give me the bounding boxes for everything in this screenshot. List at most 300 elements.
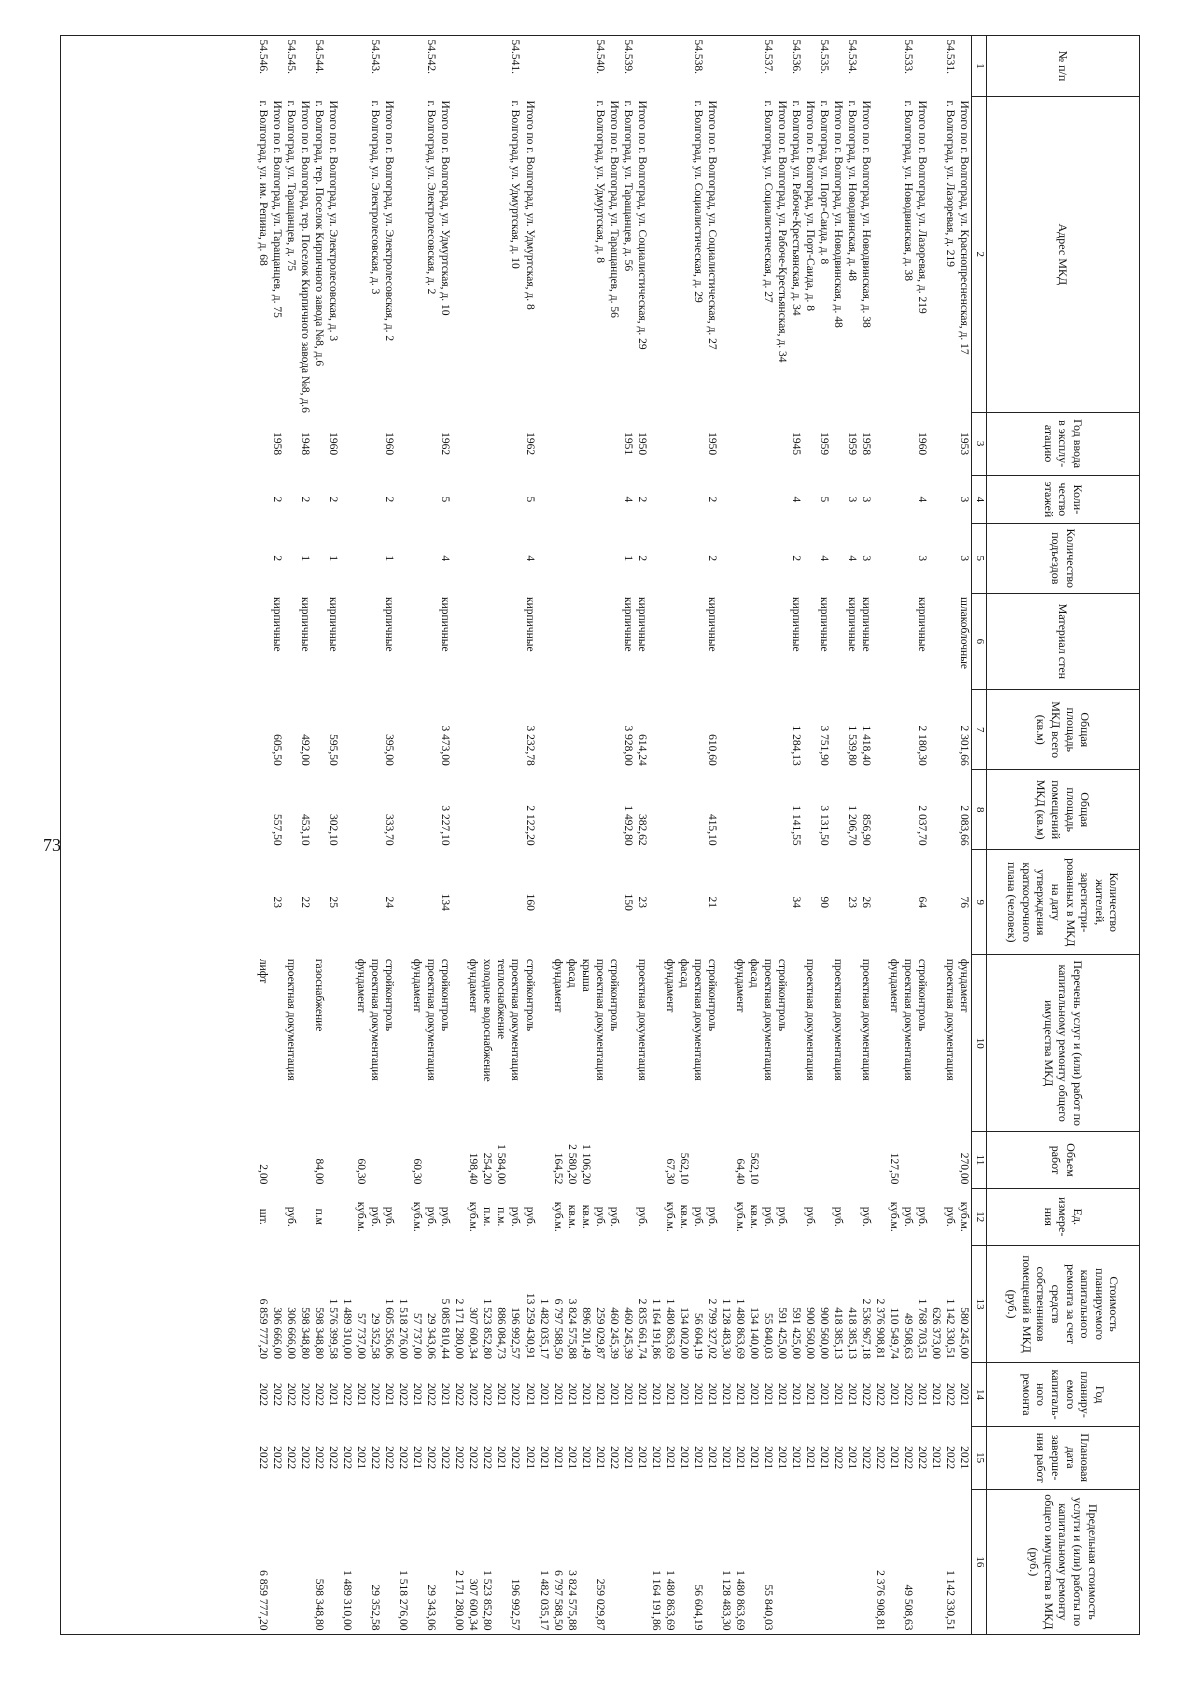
cell-col-11: [873, 1132, 887, 1189]
cell-col-12: руб.: [439, 1206, 452, 1227]
cell-col-5: 1: [383, 555, 396, 562]
cell-col-8: 1 141,55: [789, 805, 802, 846]
cell-col-4: 4: [789, 496, 802, 503]
cell-col-2: г. Волгоград, ул. Таращанцев, д. 75: [285, 100, 298, 272]
cell-col-13: 196 992,57: [509, 1307, 522, 1359]
cell-col-15: 2021: [579, 1446, 592, 1470]
cell-col-1: [859, 36, 873, 97]
cell-col-3: [901, 412, 915, 475]
cell-col-6: [340, 593, 354, 690]
cell-col-13: 1 523 852,80: [481, 1298, 494, 1359]
cell-col-4: [663, 475, 677, 523]
cell-col-9: 26: [859, 896, 872, 908]
table-row: [579, 36, 593, 1635]
cell-col-6: [873, 593, 887, 690]
cell-col-7: [340, 690, 354, 770]
cell-col-4: [551, 475, 565, 523]
cell-col-13: 580 245,00: [958, 1307, 970, 1359]
cell-col-2: [396, 97, 410, 413]
cell-col-14: 2021: [817, 1383, 830, 1407]
cell-col-16: [621, 1489, 635, 1634]
cell-col-3: 1958: [859, 432, 872, 456]
cell-col-15: 2021: [621, 1446, 634, 1470]
cell-col-6: кирпичные: [271, 597, 284, 652]
cell-col-12: [649, 1188, 663, 1245]
cell-col-10: фундамент: [551, 958, 564, 1013]
cell-col-13: 460 245,39: [621, 1307, 634, 1359]
table-row: [480, 36, 494, 1635]
cell-col-11: 562,10: [677, 1152, 690, 1185]
cell-col-7: 395,00: [383, 734, 396, 766]
cell-col-10: [270, 955, 284, 1132]
cell-col-1: [607, 36, 621, 97]
cell-col-4: [803, 475, 817, 523]
cell-col-8: [480, 770, 494, 850]
cell-col-7: [410, 690, 424, 770]
cell-col-3: [887, 412, 901, 475]
cell-col-16: [270, 1489, 284, 1634]
cell-col-13: 1 605 356,06: [383, 1298, 396, 1359]
cell-col-2: [649, 97, 663, 413]
cell-col-14: 2021: [537, 1383, 550, 1407]
cell-col-11: [438, 1132, 452, 1189]
cell-col-15: 2022: [831, 1446, 844, 1470]
cell-col-13: 2 799 327,02: [705, 1298, 718, 1359]
cell-col-1: 54.536.: [789, 39, 802, 74]
cell-col-13: 1 489 310,00: [341, 1298, 354, 1359]
cell-col-12: руб.: [705, 1206, 718, 1227]
cell-col-9: [551, 850, 565, 955]
cell-col-2: [929, 97, 943, 413]
cell-col-16: [831, 1489, 845, 1634]
cell-col-2: [719, 97, 733, 413]
cell-col-8: [466, 770, 480, 850]
cell-col-12: п.м.: [481, 1207, 494, 1227]
cell-col-5: [803, 524, 817, 593]
cell-col-6: [466, 593, 480, 690]
cell-col-16: [410, 1489, 424, 1634]
table-row: [803, 36, 817, 1635]
cell-col-10: фасад: [747, 958, 760, 988]
cell-col-13: 6 797 588,50: [551, 1298, 564, 1359]
cell-col-13: 1 480 863,69: [663, 1298, 676, 1359]
cell-col-11: 84,00: [313, 1158, 326, 1185]
cell-col-1: [452, 36, 466, 97]
cell-col-3: [929, 412, 943, 475]
cell-col-5: [593, 524, 607, 593]
table-row: [368, 36, 382, 1635]
cell-col-3: [719, 412, 733, 475]
cell-col-6: [747, 593, 761, 690]
cell-col-16: 6 797 588,50: [551, 1570, 564, 1631]
cell-col-8: [649, 770, 663, 850]
cell-col-7: [452, 690, 466, 770]
cell-col-15: 2021: [817, 1446, 830, 1470]
cell-col-7: [607, 690, 621, 770]
cell-col-12: п.м.: [495, 1207, 508, 1227]
cell-col-16: 1 128 483,30: [719, 1570, 732, 1631]
cell-col-4: 3: [958, 496, 970, 503]
cell-col-3: 1950: [705, 432, 718, 456]
cell-col-6: кирпичные: [439, 597, 452, 652]
cell-col-6: [761, 593, 775, 690]
cell-col-14: 2022: [453, 1383, 466, 1407]
cell-col-1: [831, 36, 845, 97]
cell-col-7: 3 473,00: [439, 725, 452, 766]
cell-col-6: [943, 593, 957, 690]
cell-col-9: [719, 850, 733, 955]
cell-col-3: [691, 412, 705, 475]
cell-col-3: [551, 412, 565, 475]
table-row: [523, 36, 537, 1635]
cell-col-13: 1 576 399,58: [327, 1298, 340, 1359]
cell-col-5: [565, 524, 579, 593]
cell-col-1: [551, 36, 565, 97]
cell-col-6: [424, 593, 438, 690]
cell-col-15: 2021: [747, 1446, 760, 1470]
cell-col-7: [677, 690, 691, 770]
cell-col-15: 2022: [509, 1446, 522, 1470]
cell-col-8: [775, 770, 789, 850]
cell-col-15: 2021: [411, 1446, 424, 1470]
cell-col-11: [803, 1132, 817, 1189]
cell-col-12: куб.м.: [355, 1201, 368, 1232]
cell-col-9: [410, 850, 424, 955]
cell-col-7: [803, 690, 817, 770]
cell-col-9: [494, 850, 508, 955]
cell-col-7: [368, 690, 382, 770]
cell-col-16: [635, 1489, 649, 1634]
cell-col-13: 418 385,13: [845, 1307, 858, 1359]
cell-col-8: [831, 770, 845, 850]
cell-col-15: 2022: [397, 1446, 410, 1470]
cell-col-4: [424, 475, 438, 523]
cell-col-11: 164,52: [551, 1152, 564, 1185]
cell-col-10: проектная документация: [509, 958, 522, 1081]
cell-col-6: кирпичные: [845, 597, 858, 652]
cell-col-2: Итого по г. Волгоград, ул. Рабоче-Крестьянская, д. 34: [775, 100, 788, 363]
column-number-15: 15: [972, 1426, 987, 1489]
cell-col-13: 2 376 908,81: [873, 1298, 886, 1359]
cell-col-9: [340, 850, 354, 955]
cell-col-13: 29 352,58: [369, 1312, 382, 1359]
cell-col-14: 2021: [579, 1383, 592, 1407]
cell-col-12: руб.: [523, 1206, 536, 1227]
cell-col-2: Итого по г. Волгоград, ул. Таращанцев, д. 56: [607, 100, 620, 318]
cell-col-3: [368, 412, 382, 475]
column-header-16: Предельная стоимость услуги и (или) работы по капитальному ремонту общего имущества в МКД (руб.): [987, 1489, 1140, 1634]
cell-col-13: 1 128 483,30: [719, 1298, 732, 1359]
cell-col-6: [551, 593, 565, 690]
cell-col-9: [354, 850, 368, 955]
cell-col-5: [312, 524, 326, 593]
cell-col-14: 2021: [677, 1383, 690, 1407]
cell-col-10: проектная документация: [369, 958, 382, 1081]
cell-col-15: 2022: [439, 1446, 452, 1470]
cell-col-12: руб.: [509, 1206, 522, 1227]
cell-col-14: 2021: [327, 1383, 340, 1407]
table-row: [593, 36, 607, 1635]
cell-col-16: 55 840,03: [761, 1584, 774, 1631]
cell-col-2: [733, 97, 747, 413]
cell-col-8: 453,10: [299, 814, 312, 846]
cell-col-6: [649, 593, 663, 690]
cell-col-2: Итого по г. Волгоград, ул. Удмуртская, д. 10: [439, 100, 452, 316]
cell-col-2: [354, 97, 368, 413]
table-row: [607, 36, 621, 1635]
cell-col-2: Итого по г. Волгоград, ул. Социалистическая, д. 29: [635, 100, 648, 350]
cell-col-1: [957, 36, 972, 97]
cell-col-6: [410, 593, 424, 690]
cell-col-5: 4: [523, 555, 536, 562]
column-header-9: Количество жителей, зарегистри-рованных в МКД на дату утверждения краткосрочного плана (человек): [987, 850, 1140, 955]
cell-col-7: [887, 690, 901, 770]
cell-col-8: [551, 770, 565, 850]
cell-col-15: 2021: [761, 1446, 774, 1470]
cell-col-4: 4: [915, 496, 928, 503]
cell-col-13: 460 245,39: [607, 1307, 620, 1359]
cell-col-14: 2021: [789, 1383, 802, 1407]
cell-col-12: куб.м.: [411, 1201, 424, 1232]
cell-col-14: 2021: [775, 1383, 788, 1407]
cell-col-12: руб.: [425, 1206, 438, 1227]
cell-col-10: [452, 955, 466, 1132]
cell-col-10: [719, 955, 733, 1132]
cell-col-3: [873, 412, 887, 475]
cell-col-2: г. Волгоград, ул. Новодвинская, д. 38: [901, 100, 914, 281]
cell-col-2: [579, 97, 593, 413]
cell-col-15: 2022: [453, 1446, 466, 1470]
cell-col-12: [326, 1188, 340, 1245]
cell-col-7: [466, 690, 480, 770]
cell-col-5: [901, 524, 915, 593]
cell-col-7: [831, 690, 845, 770]
cell-col-7: 2 301,66: [958, 725, 970, 766]
table-row: [733, 36, 747, 1635]
cell-col-3: [593, 412, 607, 475]
cell-col-6: кирпичные: [789, 597, 802, 652]
cell-col-14: 2022: [901, 1383, 914, 1407]
cell-col-6: [494, 593, 508, 690]
column-header-3: Год ввода в эксплу-атацию: [987, 412, 1140, 475]
column-header-10: Перечень услуг и (или) работ по капитальному ремонту общего имущества МКД: [987, 955, 1140, 1132]
cell-col-14: 2022: [481, 1383, 494, 1407]
cell-col-4: [719, 475, 733, 523]
cell-col-6: [312, 593, 326, 690]
cell-col-5: 2: [789, 555, 802, 562]
table-row: [382, 36, 396, 1635]
table-row: [537, 36, 551, 1635]
cell-col-8: [284, 770, 298, 850]
cell-col-16: 1 164 191,86: [649, 1570, 662, 1631]
table-row: [298, 36, 312, 1635]
cell-col-2: [663, 97, 677, 413]
cell-col-13: 3 824 575,88: [565, 1298, 578, 1359]
cell-col-16: 1 489 310,00: [341, 1570, 354, 1631]
cell-col-10: [789, 955, 803, 1132]
cell-col-11: [817, 1132, 831, 1189]
cell-col-5: [410, 524, 424, 593]
table-row: [775, 36, 789, 1635]
cell-col-4: 3: [859, 496, 872, 503]
cell-col-4: [480, 475, 494, 523]
cell-col-2: г. Волгоград, ул. Новодвинская, д. 48: [845, 100, 858, 281]
table-row: [312, 36, 326, 1635]
cell-col-7: [747, 690, 761, 770]
cell-col-12: руб.: [635, 1206, 648, 1227]
cell-col-12: руб.: [593, 1206, 606, 1227]
column-number-7: 7: [972, 690, 987, 770]
cell-col-3: 1959: [845, 432, 858, 456]
cell-col-1: [733, 36, 747, 97]
cell-col-4: 2: [299, 496, 312, 503]
cell-col-2: [480, 97, 494, 413]
cell-col-11: [705, 1132, 719, 1189]
cell-col-14: 2021: [705, 1383, 718, 1407]
cell-col-4: [747, 475, 761, 523]
cell-col-2: г. Волгоград, ул. Порт-Саида, д. 8: [817, 100, 830, 265]
cell-col-9: [256, 850, 270, 955]
cell-col-10: проектная документация: [831, 958, 844, 1081]
cell-col-1: [298, 36, 312, 97]
cell-col-14: 2021: [691, 1383, 704, 1407]
cell-col-6: [565, 593, 579, 690]
table-row: [424, 36, 438, 1635]
cell-col-14: 2021: [649, 1383, 662, 1407]
cell-col-5: 2: [705, 555, 718, 562]
cell-col-14: 2021: [663, 1383, 676, 1407]
cell-col-12: руб.: [915, 1206, 928, 1227]
cell-col-8: [424, 770, 438, 850]
column-number-13: 13: [972, 1245, 987, 1363]
cell-col-2: г. Волгоград, ул. Рабоче-Крестьянская, д. 34: [789, 100, 802, 316]
cell-col-6: [508, 593, 522, 690]
cell-col-7: [256, 690, 270, 770]
cell-col-14: 2021: [887, 1383, 900, 1407]
cell-col-1: 54.544.: [313, 39, 326, 74]
table-row: [551, 36, 565, 1635]
cell-col-7: [733, 690, 747, 770]
cell-col-16: [817, 1489, 831, 1634]
cell-col-7: [424, 690, 438, 770]
cell-col-11: [340, 1132, 354, 1189]
cell-col-10: проектная документация: [901, 958, 914, 1081]
cell-col-7: [761, 690, 775, 770]
cell-col-15: 2021: [551, 1446, 564, 1470]
cell-col-11: [284, 1132, 298, 1189]
cell-col-9: [887, 850, 901, 955]
cell-col-8: 557,50: [271, 814, 284, 846]
cell-col-7: [775, 690, 789, 770]
cell-col-5: [284, 524, 298, 593]
column-number-9: 9: [972, 850, 987, 955]
cell-col-3: [452, 412, 466, 475]
cell-col-4: [901, 475, 915, 523]
cell-col-16: [607, 1489, 621, 1634]
cell-col-9: [747, 850, 761, 955]
cell-col-6: [733, 593, 747, 690]
cell-col-2: [466, 97, 480, 413]
cell-col-5: 4: [439, 555, 452, 562]
cell-col-5: [663, 524, 677, 593]
cell-col-14: 2021: [383, 1383, 396, 1407]
table-row: [621, 36, 635, 1635]
cell-col-15: 2021: [691, 1446, 704, 1470]
cell-col-11: [368, 1132, 382, 1189]
cell-col-6: [803, 593, 817, 690]
cell-col-14: 2021: [607, 1383, 620, 1407]
table-row: [326, 36, 340, 1635]
cell-col-11: [859, 1132, 873, 1189]
cell-col-12: [873, 1188, 887, 1245]
cell-col-13: 900 560,00: [817, 1307, 830, 1359]
cell-col-4: [284, 475, 298, 523]
cell-col-9: [396, 850, 410, 955]
cell-col-10: стройконтроль: [775, 958, 788, 1032]
cell-col-1: [719, 36, 733, 97]
cell-col-8: [607, 770, 621, 850]
cell-col-14: 2022: [943, 1383, 956, 1407]
table-row: [747, 36, 761, 1635]
cell-col-10: [396, 955, 410, 1132]
cell-col-16: 49 508,63: [901, 1584, 914, 1631]
cell-col-4: 3: [845, 496, 858, 503]
cell-col-9: [565, 850, 579, 955]
cell-col-13: 49 508,63: [901, 1312, 914, 1359]
cell-col-8: [873, 770, 887, 850]
cell-col-16: [579, 1489, 593, 1634]
cell-col-11: 64,40: [733, 1158, 746, 1185]
cell-col-7: [480, 690, 494, 770]
cell-col-8: 856,90: [859, 814, 872, 846]
cell-col-14: 2022: [859, 1383, 872, 1407]
cell-col-11: 60,30: [355, 1158, 368, 1185]
cell-col-9: [368, 850, 382, 955]
cell-col-14: 2021: [523, 1383, 536, 1407]
cell-col-12: [817, 1188, 831, 1245]
cell-col-13: 598 348,80: [313, 1307, 326, 1359]
cell-col-15: 2021: [677, 1446, 690, 1470]
cell-col-16: 259 029,87: [593, 1578, 606, 1631]
cell-col-13: 1 164 191,86: [649, 1298, 662, 1359]
cell-col-6: [537, 593, 551, 690]
cell-col-11: 270,00: [958, 1152, 970, 1185]
cell-col-10: холодное водоснабжение: [481, 958, 494, 1082]
cell-col-16: 1 480 863,69: [733, 1570, 746, 1631]
cell-col-8: [494, 770, 508, 850]
cell-col-5: [368, 524, 382, 593]
column-number-5: 5: [972, 524, 987, 593]
cell-col-5: [649, 524, 663, 593]
cell-col-16: [494, 1489, 508, 1634]
cell-col-8: [887, 770, 901, 850]
table-row: [943, 36, 957, 1635]
cell-col-5: 2: [271, 555, 284, 562]
cell-col-15: 2021: [789, 1446, 802, 1470]
cell-col-10: фасад: [677, 958, 690, 988]
table-row: [396, 36, 410, 1635]
cell-col-14: 2021: [761, 1383, 774, 1407]
cell-col-9: 21: [705, 896, 718, 908]
cell-col-10: фундамент: [733, 958, 746, 1013]
column-header-8: Общая площадь помещений МКД (кв.м): [987, 770, 1140, 850]
header-row: [987, 36, 1140, 1635]
cell-col-15: 2022: [901, 1446, 914, 1470]
cell-col-10: фасад: [565, 958, 578, 988]
cell-col-10: проектная документация: [593, 958, 606, 1081]
cell-col-10: фундамент: [355, 958, 368, 1013]
cell-col-8: [452, 770, 466, 850]
